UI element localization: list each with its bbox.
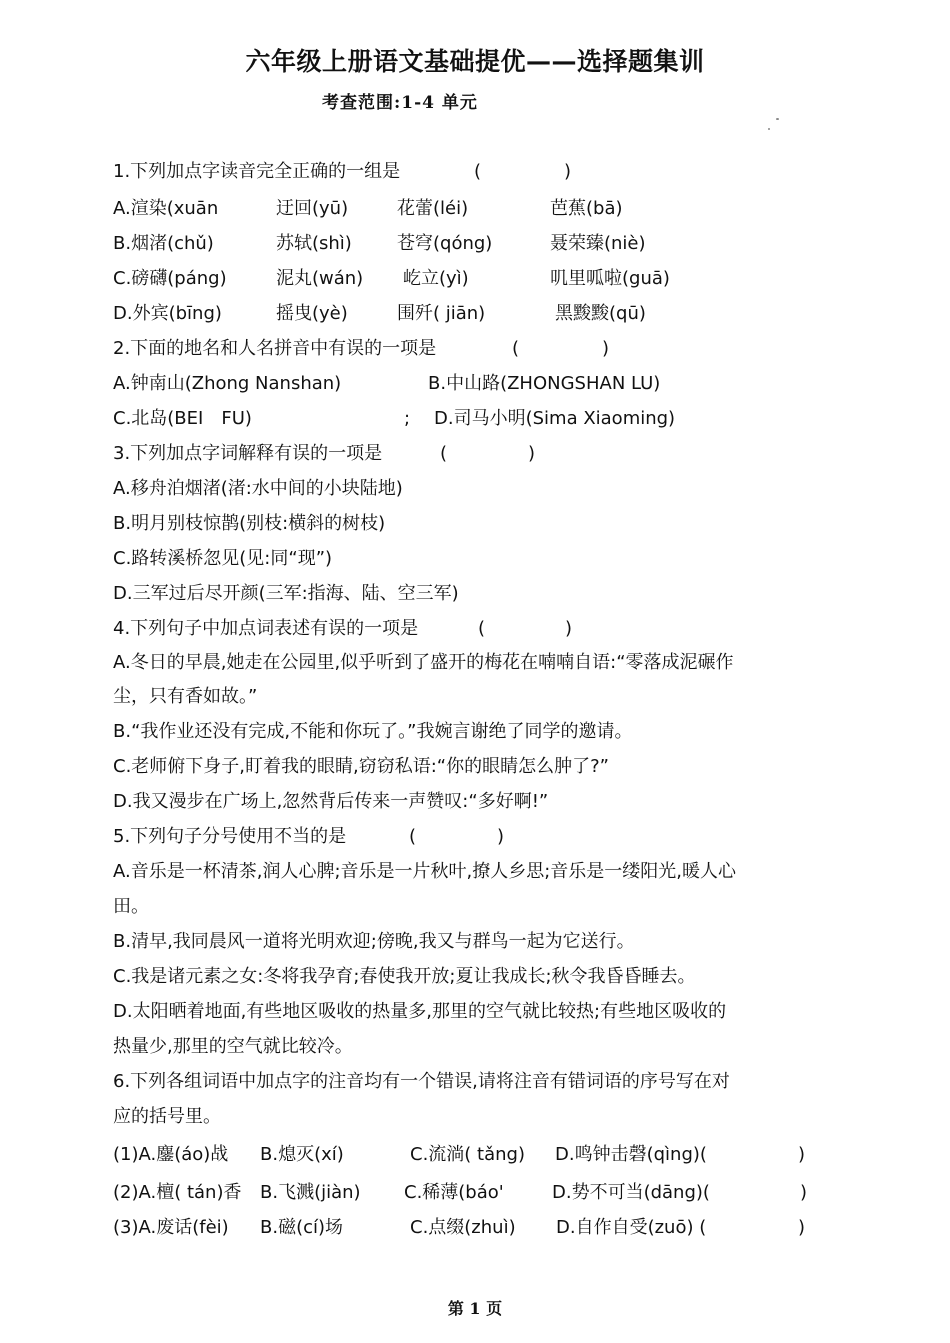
scan-speck — [768, 128, 770, 130]
q1-option-d-word2: 摇曳(yè) — [276, 303, 348, 324]
q6-group1-option-a: (1)A.鏖(áo)战 — [113, 1144, 229, 1165]
q2-option-b: B.中山路(ZHONGSHAN LU) — [428, 373, 661, 394]
q2-option-c: C.北岛(BEI FU) — [113, 408, 252, 429]
q6-group1-option-b: B.熄灭(xí) — [260, 1144, 344, 1165]
q1-stem: 1.下列加点字读音完全正确的一组是 — [113, 161, 401, 182]
q1-option-c-word1: C.磅礴(páng) — [113, 268, 227, 289]
q5-option-a-line2: 田。 — [113, 896, 149, 917]
q4-option-a-line1: A.冬日的早晨,她走在公园里,似乎听到了盛开的梅花在喃喃自语:“零落成泥碾作 — [113, 652, 734, 673]
q4-option-b: B.“我作业还没有完成,不能和你玩了。”我婉言谢绝了同学的邀请。 — [113, 721, 633, 742]
q3-option-a: A.移舟泊烟渚(渚:水中间的小块陆地) — [113, 478, 403, 499]
q4-option-c: C.老师俯下身子,盯着我的眼睛,窃窃私语:“你的眼睛怎么肿了?” — [113, 756, 609, 777]
q5-option-d-line2: 热量少,那里的空气就比较冷。 — [113, 1036, 353, 1057]
q5-option-b: B.清早,我同晨风一道将光明欢迎;傍晚,我又与群鸟一起为它送行。 — [113, 931, 635, 952]
q5-stem: 5.下列句子分号使用不当的是 — [113, 826, 347, 847]
exam-scope: 考查范围:1-4 单元 — [322, 93, 478, 113]
q4-answer-paren-open: ( — [478, 618, 486, 639]
q2-option-d: D.司马小明(Sima Xiaoming) — [434, 408, 676, 429]
q6-group1-option-d: D.鸣钟击磬(qìng)( — [555, 1144, 707, 1165]
q6-group2-paren-close: ) — [800, 1182, 808, 1203]
q6-group3-option-c: C.点缀(zhuì) — [410, 1217, 516, 1238]
q1-option-b-word1: B.烟渚(chǔ) — [113, 233, 214, 254]
q1-option-d-word1: D.外宾(bīng) — [113, 303, 222, 324]
q4-stem: 4.下列句子中加点词表述有误的一项是 — [113, 618, 419, 639]
q5-option-a-line1: A.音乐是一杯清茶,润人心脾;音乐是一片秋叶,撩人乡思;音乐是一缕阳光,暖人心 — [113, 861, 737, 882]
page-title: 六年级上册语文基础提优——选择题集训 — [245, 47, 705, 76]
q3-answer-paren-close: ) — [528, 443, 536, 464]
q6-stem-line1: 6.下列各组词语中加点字的注音均有一个错误,请将注音有错词语的序号写在对 — [113, 1071, 730, 1092]
q6-group2-option-b: B.飞溅(jiàn) — [260, 1182, 361, 1203]
q6-group3-option-a: (3)A.废话(fèi) — [113, 1217, 229, 1238]
q3-option-c: C.路转溪桥忽见(见:同“现”) — [113, 548, 333, 569]
q5-answer-paren-close: ) — [497, 826, 505, 847]
q5-option-d-line1: D.太阳晒着地面,有些地区吸收的热量多,那里的空气就比较热;有些地区吸收的 — [113, 1001, 727, 1022]
q1-option-d-word4: 黑黢黢(qū) — [555, 303, 646, 324]
q6-group2-option-d: D.势不可当(dāng)( — [552, 1182, 710, 1203]
q4-answer-paren-close: ) — [565, 618, 573, 639]
q1-answer-paren-open: ( — [474, 161, 482, 182]
q1-option-c-word3: 屹立(yì) — [403, 268, 469, 289]
q6-group1-option-c: C.流淌( tǎng) — [410, 1144, 525, 1165]
q1-option-a-word1: A.渲染(xuān — [113, 198, 219, 219]
q2-answer-paren-open: ( — [512, 338, 520, 359]
q3-stem: 3.下列加点字词解释有误的一项是 — [113, 443, 383, 464]
q5-answer-paren-open: ( — [409, 826, 417, 847]
q6-group3-paren-close: ) — [798, 1217, 806, 1238]
scan-speck — [776, 118, 779, 120]
q6-group1-paren-close: ) — [798, 1144, 806, 1165]
q2-option-a: A.钟南山(Zhong Nanshan) — [113, 373, 342, 394]
q1-option-b-word4: 聂荣臻(niè) — [550, 233, 646, 254]
q3-answer-paren-open: ( — [440, 443, 448, 464]
q1-option-a-word4: 芭蕉(bā) — [550, 198, 623, 219]
q3-option-d: D.三军过后尽开颜(三军:指海、陆、空三军) — [113, 583, 459, 604]
page-number: 第 1 页 — [447, 1299, 503, 1318]
q1-option-a-word3: 花蕾(léi) — [397, 198, 469, 219]
q5-option-c: C.我是诸元素之女:冬将我孕育;春使我开放;夏让我成长;秋令我昏昏睡去。 — [113, 966, 696, 987]
q6-stem-line2: 应的括号里。 — [113, 1106, 221, 1127]
q1-option-b-word2: 苏轼(shì) — [276, 233, 352, 254]
q2-stem: 2.下面的地名和人名拼音中有误的一项是 — [113, 338, 437, 359]
q4-option-a-line2: 尘，只有香如故。” — [113, 686, 258, 707]
q6-group3-option-d: D.自作自受(zuō) ( — [556, 1217, 707, 1238]
q1-option-a-word2: 迂回(yū) — [276, 198, 349, 219]
q1-option-c-word2: 泥丸(wán) — [276, 268, 364, 289]
q4-option-d: D.我又漫步在广场上,忽然背后传来一声赞叹:“多好啊!” — [113, 791, 549, 812]
q6-group2-option-c: C.稀薄(báo' — [404, 1182, 504, 1203]
q6-group3-option-b: B.磁(cí)场 — [260, 1217, 344, 1238]
q1-option-c-word4: 叽里呱啦(guā) — [550, 268, 670, 289]
q6-group2-option-a: (2)A.檀( tán)香 — [113, 1182, 242, 1203]
q1-option-b-word3: 苍穹(qóng) — [397, 233, 493, 254]
q1-answer-paren-close: ) — [564, 161, 572, 182]
q3-option-b: B.明月别枝惊鹊(别枝:横斜的树枝) — [113, 513, 386, 534]
q1-option-d-word3: 围歼( jiān) — [397, 303, 486, 324]
q2-answer-paren-close: ) — [602, 338, 610, 359]
q2-stray-mark: ; — [404, 408, 411, 429]
